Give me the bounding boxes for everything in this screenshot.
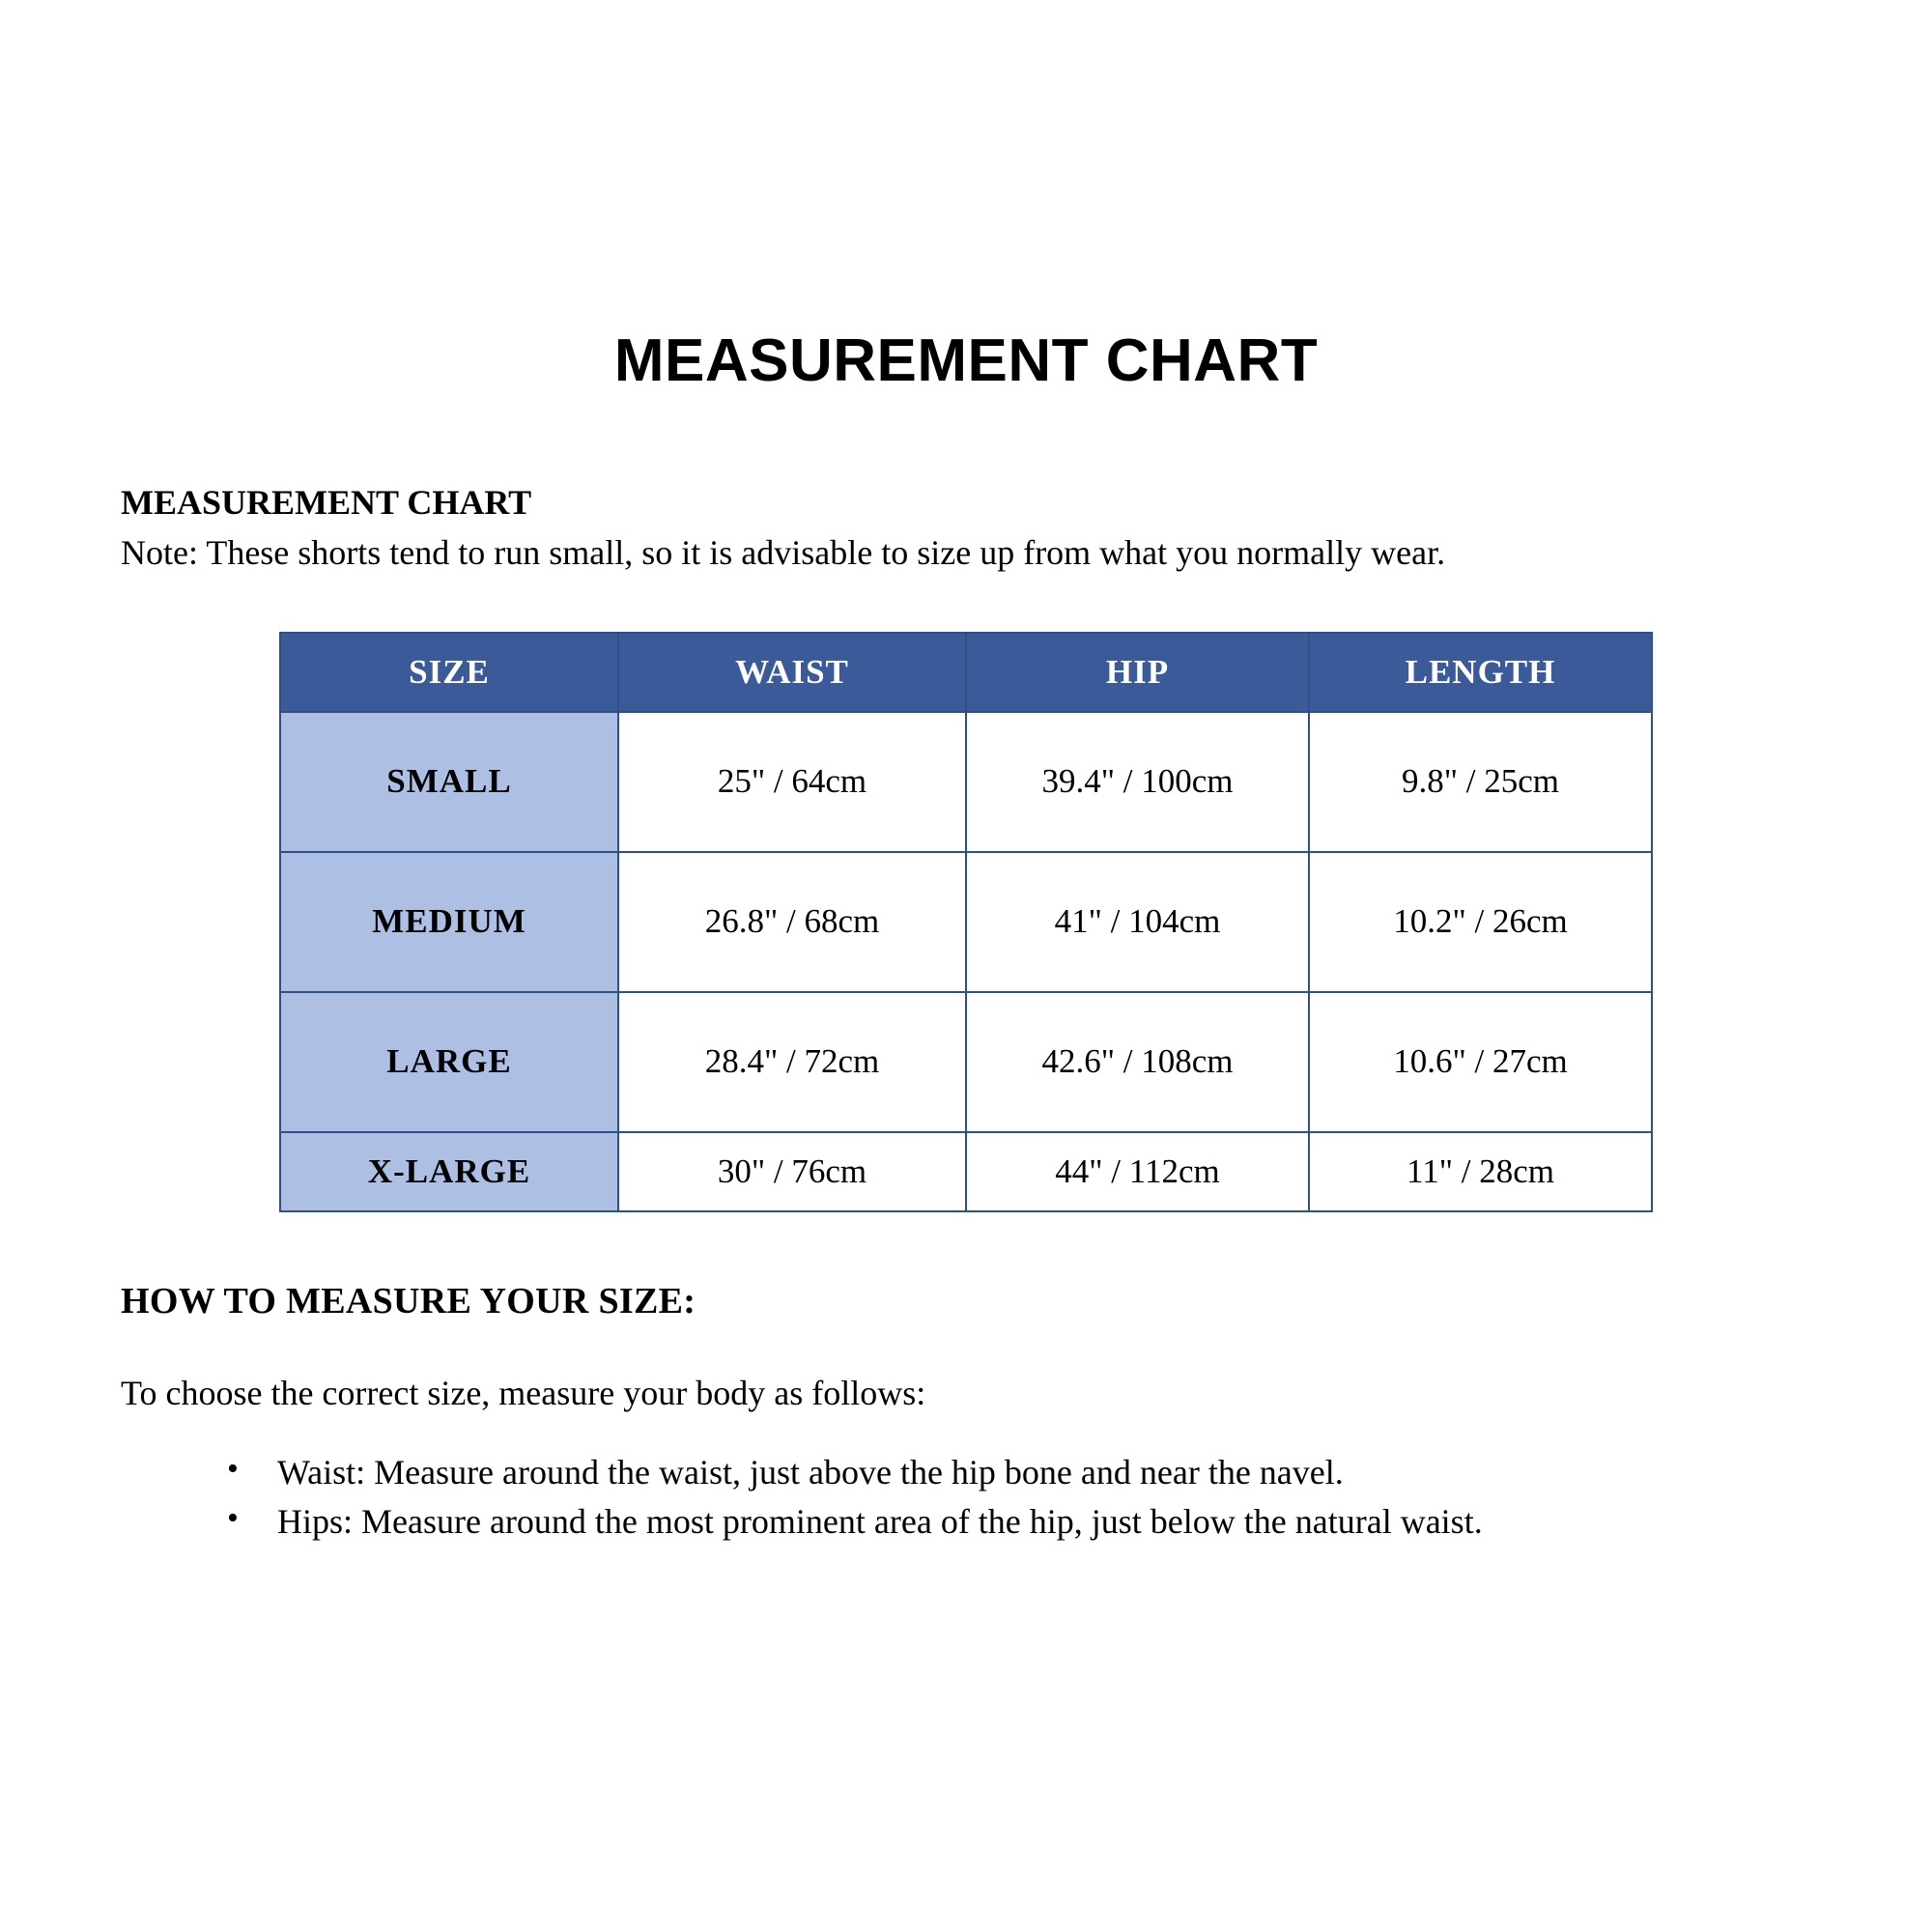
cell-size-large: LARGE	[280, 992, 618, 1132]
table-header	[280, 633, 1652, 712]
howto-heading: HOW TO MEASURE YOUR SIZE:	[121, 1280, 696, 1321]
table-row	[280, 712, 1652, 852]
measurement-table	[279, 632, 1653, 1212]
cell-hip-xlarge: 44" / 112cm	[966, 1132, 1309, 1211]
cell-size-xlarge: X-LARGE	[280, 1132, 618, 1211]
list-item: • Waist: Measure around the waist, just above the hip bone and near the navel.	[227, 1448, 1811, 1497]
cell-hip-large: 42.6" / 108cm	[966, 992, 1309, 1132]
howto-intro-text: To choose the correct size, measure your body as follows:	[121, 1373, 926, 1412]
howto-bullet-list	[121, 1413, 1811, 1547]
cell-length-medium: 10.2" / 26cm	[1309, 852, 1652, 992]
table-body	[280, 712, 1652, 1211]
table-row	[280, 1132, 1652, 1211]
section-heading: MEASUREMENT CHART	[121, 483, 532, 523]
table-header-row	[280, 633, 1652, 712]
column-header-length: LENGTH	[1309, 633, 1652, 712]
cell-hip-medium: 41" / 104cm	[966, 852, 1309, 992]
measurement-table-container	[121, 576, 1811, 1212]
cell-hip-small: 39.4" / 100cm	[966, 712, 1309, 852]
cell-waist-medium: 26.8" / 68cm	[618, 852, 966, 992]
column-header-hip: HIP	[966, 633, 1309, 712]
table-row	[280, 852, 1652, 992]
cell-waist-small: 25" / 64cm	[618, 712, 966, 852]
cell-size-small: SMALL	[280, 712, 618, 852]
cell-length-large: 10.6" / 27cm	[1309, 992, 1652, 1132]
list-item: • Hips: Measure around the most prominent area of the hip, just below the natural waist.	[227, 1497, 1811, 1547]
page-title: MEASUREMENT CHART	[613, 327, 1319, 394]
cell-size-medium: MEDIUM	[280, 852, 618, 992]
cell-length-xlarge: 11" / 28cm	[1309, 1132, 1652, 1211]
column-header-size: SIZE	[280, 633, 618, 712]
cell-length-small: 9.8" / 25cm	[1309, 712, 1652, 852]
cell-waist-large: 28.4" / 72cm	[618, 992, 966, 1132]
cell-waist-xlarge: 30" / 76cm	[618, 1132, 966, 1211]
column-header-waist: WAIST	[618, 633, 966, 712]
table-row	[280, 992, 1652, 1132]
sizing-note: Note: These shorts tend to run small, so it is advisable to size up from what you normally wear.	[121, 533, 1446, 573]
